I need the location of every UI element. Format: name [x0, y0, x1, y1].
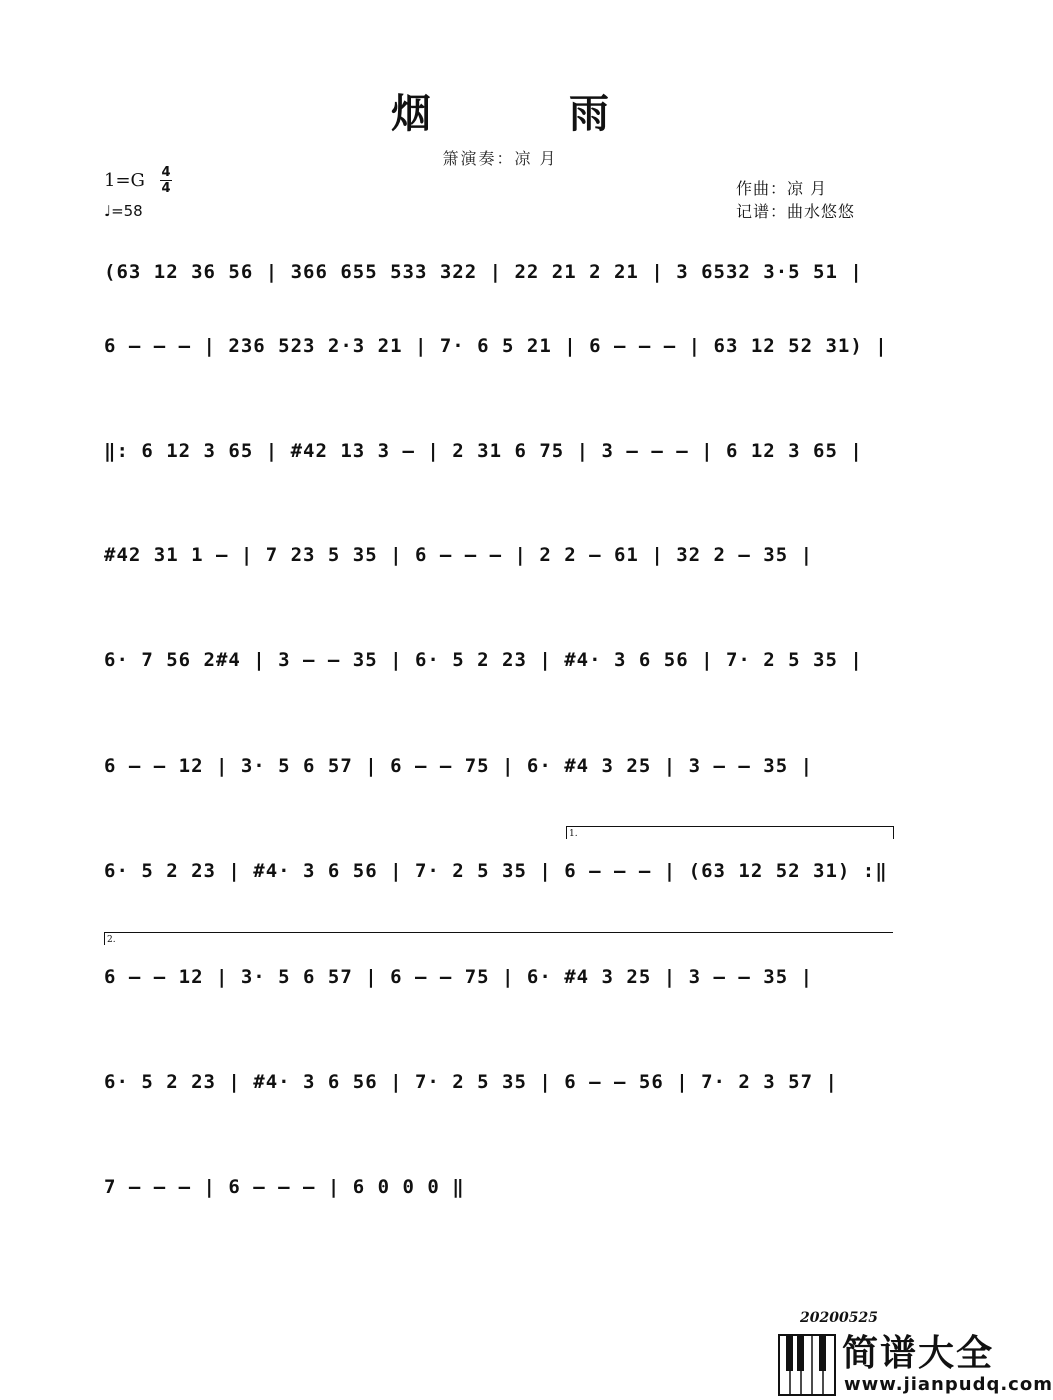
- score-line-10: [100, 1167, 896, 1227]
- score-line-text: ‖: 6 12 3 65 | #42 13 3 – | 2 31 6 75 | 3 – – – | 6 12 3 65 |: [104, 440, 863, 462]
- transcription-date: 20200525: [800, 1310, 878, 1326]
- score-line-text: #42 31 1 – | 7 23 5 35 | 6 – – – | 2 2 – 61 | 32 2 – 35 |: [104, 544, 814, 566]
- score-line-text: 6 – – – | 236 523 2·3 21 | 7· 6 5 21 | 6 – – – | 63 12 52 31) |: [104, 335, 888, 357]
- site-logo: [778, 1333, 1053, 1398]
- score-line-4: [100, 535, 896, 595]
- piano-keys-icon: [778, 1334, 836, 1396]
- score-line-text: 6· 7 56 2#4 | 3 – – 35 | 6· 5 2 23 | #4· 3 6 56 | 7· 2 5 35 |: [104, 649, 863, 671]
- score-line-7: [100, 851, 896, 911]
- score-line-2: [100, 326, 896, 386]
- volta-bracket-1: 1.: [566, 826, 894, 839]
- score-line-text: 6· 5 2 23 | #4· 3 6 56 | 7· 2 5 35 | 6 – – – | (63 12 52 31) :‖: [104, 860, 888, 882]
- score-line-3: [100, 431, 896, 491]
- site-brand: 简谱大全: [842, 1333, 995, 1374]
- score-line-9: [100, 1062, 896, 1122]
- score-line-text: 6 – – 12 | 3· 5 6 57 | 6 – – 75 | 6· #4 3 25 | 3 – – 35 |: [104, 755, 814, 777]
- time-signature: [160, 166, 172, 195]
- score-line-text: 7 – – – | 6 – – – | 6 0 0 0 ‖: [104, 1176, 465, 1198]
- tempo-marking: ♩=58: [104, 202, 143, 220]
- score-line-text: 6 – – 12 | 3· 5 6 57 | 6 – – 75 | 6· #4 3 25 | 3 – – 35 |: [104, 966, 814, 988]
- volta-bracket-2: 2.: [104, 932, 893, 945]
- song-title: 烟 雨: [391, 90, 671, 137]
- time-signature-top: 4: [161, 165, 171, 180]
- transcriber-credit: 记谱：曲水悠悠: [736, 202, 856, 221]
- composer-credit: 作曲：凉 月: [736, 179, 828, 198]
- performer-credit: 箫演奏：凉 月: [442, 149, 558, 168]
- score-line-text: (63 12 36 56 | 366 655 533 322 | 22 21 2 21 | 3 6532 3·5 51 |: [104, 261, 863, 283]
- score-line-1: [100, 252, 896, 312]
- time-signature-bottom: 4: [161, 181, 171, 196]
- score-line-8: [100, 957, 896, 1017]
- site-url: www.jianpudq.com: [844, 1374, 1053, 1395]
- score-line-5: [100, 640, 896, 700]
- key-signature: 1=G: [104, 170, 145, 191]
- score-line-6: [100, 746, 896, 806]
- score-line-text: 6· 5 2 23 | #4· 3 6 56 | 7· 2 5 35 | 6 – – 56 | 7· 2 3 57 |: [104, 1071, 838, 1093]
